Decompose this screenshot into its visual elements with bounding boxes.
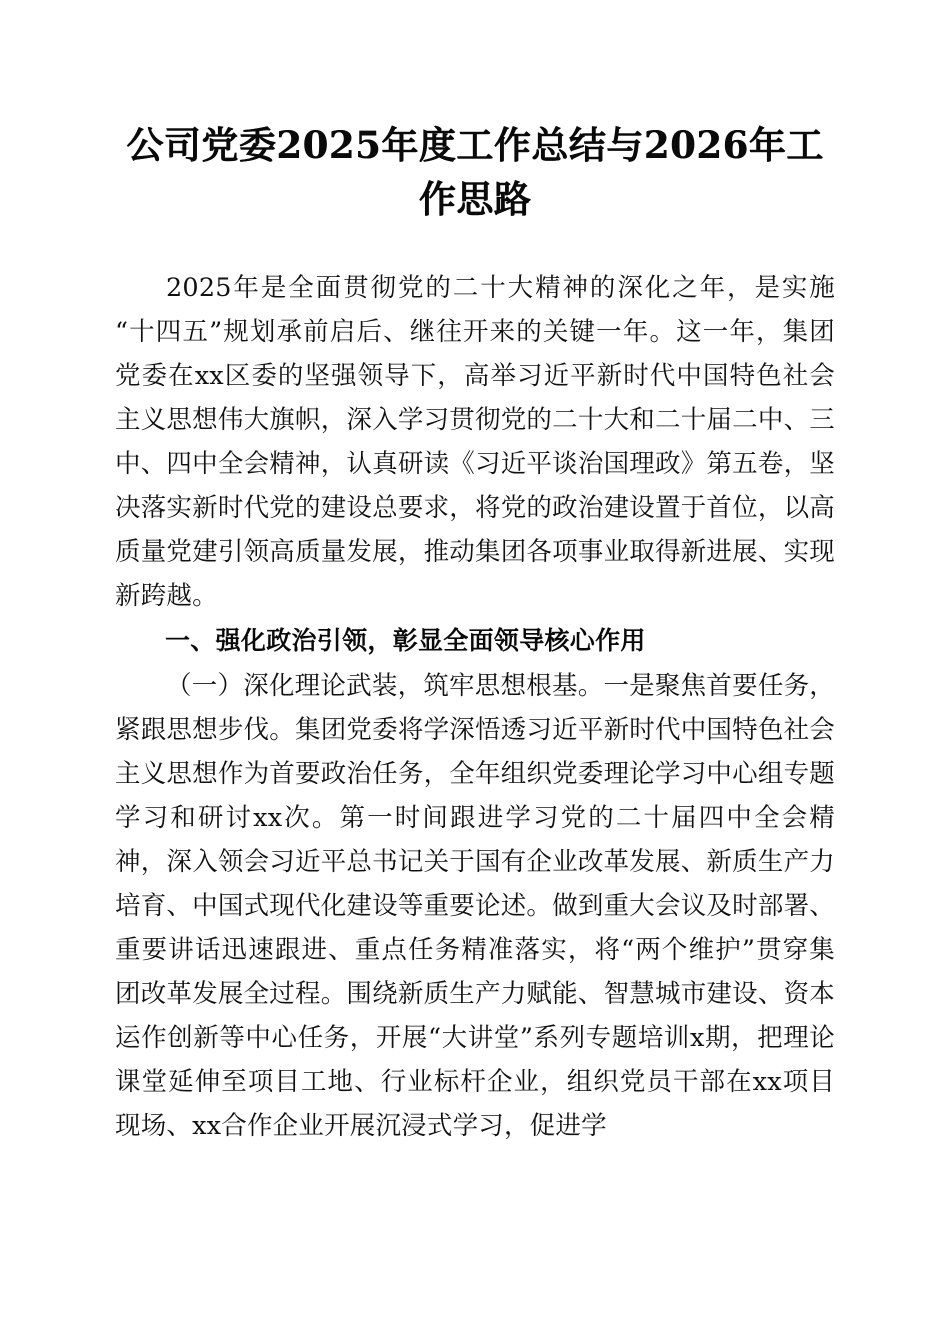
intro-paragraph: 2025年是全面贯彻党的二十大精神的深化之年，是实施“十四五”规划承前启后、继往开来的关键一年。这一年，集团党委在xx区委的坚强领导下，高举习近平新时代中国特色社会主义思想伟大旗帜，深入学习贯彻党的二十大和二十届二中、三中、四中全会精神，认真研读《习近平谈治国理政》第五卷，坚决落实新时代党的建设总要求，将党的政治建设置于首位，以高质量党建引领高质量发展，推动集团各项事业取得新进展、实现新跨越。 [115, 273, 835, 611]
page-title: 公司党委2025年度工作总结与2026年工作思路 [126, 123, 824, 221]
section-heading-one: 一、强化政治引领，彰显全面领导核心作用 [165, 626, 646, 655]
document-body [115, 266, 835, 1148]
section-one-paragraph: （一）深化理论武装，筑牢思想根基。一是聚焦首要任务，紧跟思想步伐。集团党委将学深悟透习近平新时代中国特色社会主义思想作为首要政治任务，全年组织党委理论学习中心组专题学习和研讨xx次。第一时间跟进学习党的二十届四中全会精神，深入领会习近平总书记关于国有企业改革发展、新质生产力培育、中国式现代化建设等重要论述。做到重大会议及时部署、重要讲话迅速跟进、重点任务精准落实，将“两个维护”贯穿集团改革发展全过程。围绕新质生产力赋能、智慧城市建设、资本运作创新等中心任务，开展“大讲堂”系列专题培训x期，把理论课堂延伸至项目工地、行业标杆企业，组织党员干部在xx项目现场、xx合作企业开展沉浸式学习，促进学 [115, 671, 835, 1141]
